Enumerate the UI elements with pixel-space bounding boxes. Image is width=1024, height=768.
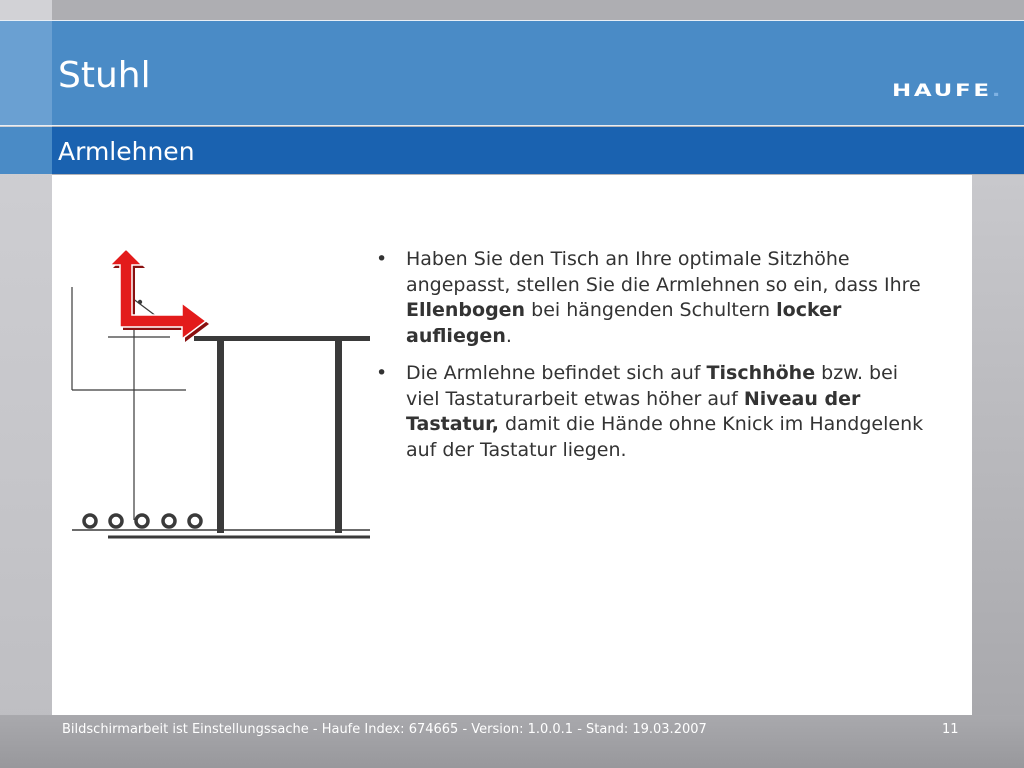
slide-title: Stuhl	[58, 55, 151, 96]
bullet-list	[376, 247, 936, 475]
slide-content	[52, 175, 972, 715]
wheel-3	[136, 515, 148, 527]
bullet-1-part-5: .	[505, 324, 512, 347]
elbow-dot	[138, 300, 142, 304]
subtitle-bar	[0, 127, 1024, 174]
bullet-1-part-3: bei hängenden Schultern	[525, 299, 777, 321]
chair-armrest-illustration	[52, 175, 382, 555]
right-rail	[972, 175, 1024, 715]
red-arrow-icon	[110, 249, 209, 342]
frame-top	[0, 0, 1024, 20]
wheel-5	[189, 515, 201, 527]
title-bar-edge	[0, 21, 52, 125]
slide-subtitle: Armlehnen	[58, 137, 195, 166]
bullet-2-bold-niveau: Niveau der Tastatur,	[406, 387, 861, 435]
footer-text: Bildschirmarbeit ist Einstellungssache - Haufe Index: 674665 - Version: 1.0.0.1 - Stand: 19.03.2007	[62, 722, 707, 737]
haufe-logo	[892, 81, 1003, 101]
subtitle-bar-edge	[0, 127, 52, 174]
table-leg-right	[335, 338, 342, 533]
bullet-item-2	[376, 361, 936, 463]
bullet-icon: •	[376, 362, 388, 384]
bullet-1-bold-locker: locker aufliegen	[406, 299, 842, 347]
logo-dot: .	[991, 81, 1004, 101]
footer	[0, 715, 1024, 768]
bullet-icon: •	[376, 248, 388, 270]
bullet-item-1	[376, 247, 936, 349]
bullet-2-bold-tischhoehe: Tischhöhe	[706, 362, 816, 384]
bullet-2-part-1: Die Armlehne befindet sich auf	[406, 362, 707, 384]
wheel-1	[84, 515, 96, 527]
bullet-2-part-5: damit die Hände ohne Knick im Handgelenk auf der Tastatur liegen.	[406, 413, 924, 461]
bullet-2-part-3: bzw. bei viel Tastaturarbeit etwas höher auf	[406, 362, 899, 410]
wheel-4	[163, 515, 175, 527]
title-bar	[0, 20, 1024, 126]
wheel-2	[110, 515, 122, 527]
bullet-1-part-1: Haben Sie den Tisch an Ihre optimale Sitzhöhe angepasst, stellen Sie die Armlehnen so ein, dass Ihre	[406, 248, 921, 296]
logo-text: HAUFE	[892, 81, 992, 101]
page-number: 11	[942, 722, 959, 737]
table-leg-left	[217, 338, 224, 533]
bullet-1-bold-ellenbogen: Ellenbogen	[406, 299, 526, 321]
